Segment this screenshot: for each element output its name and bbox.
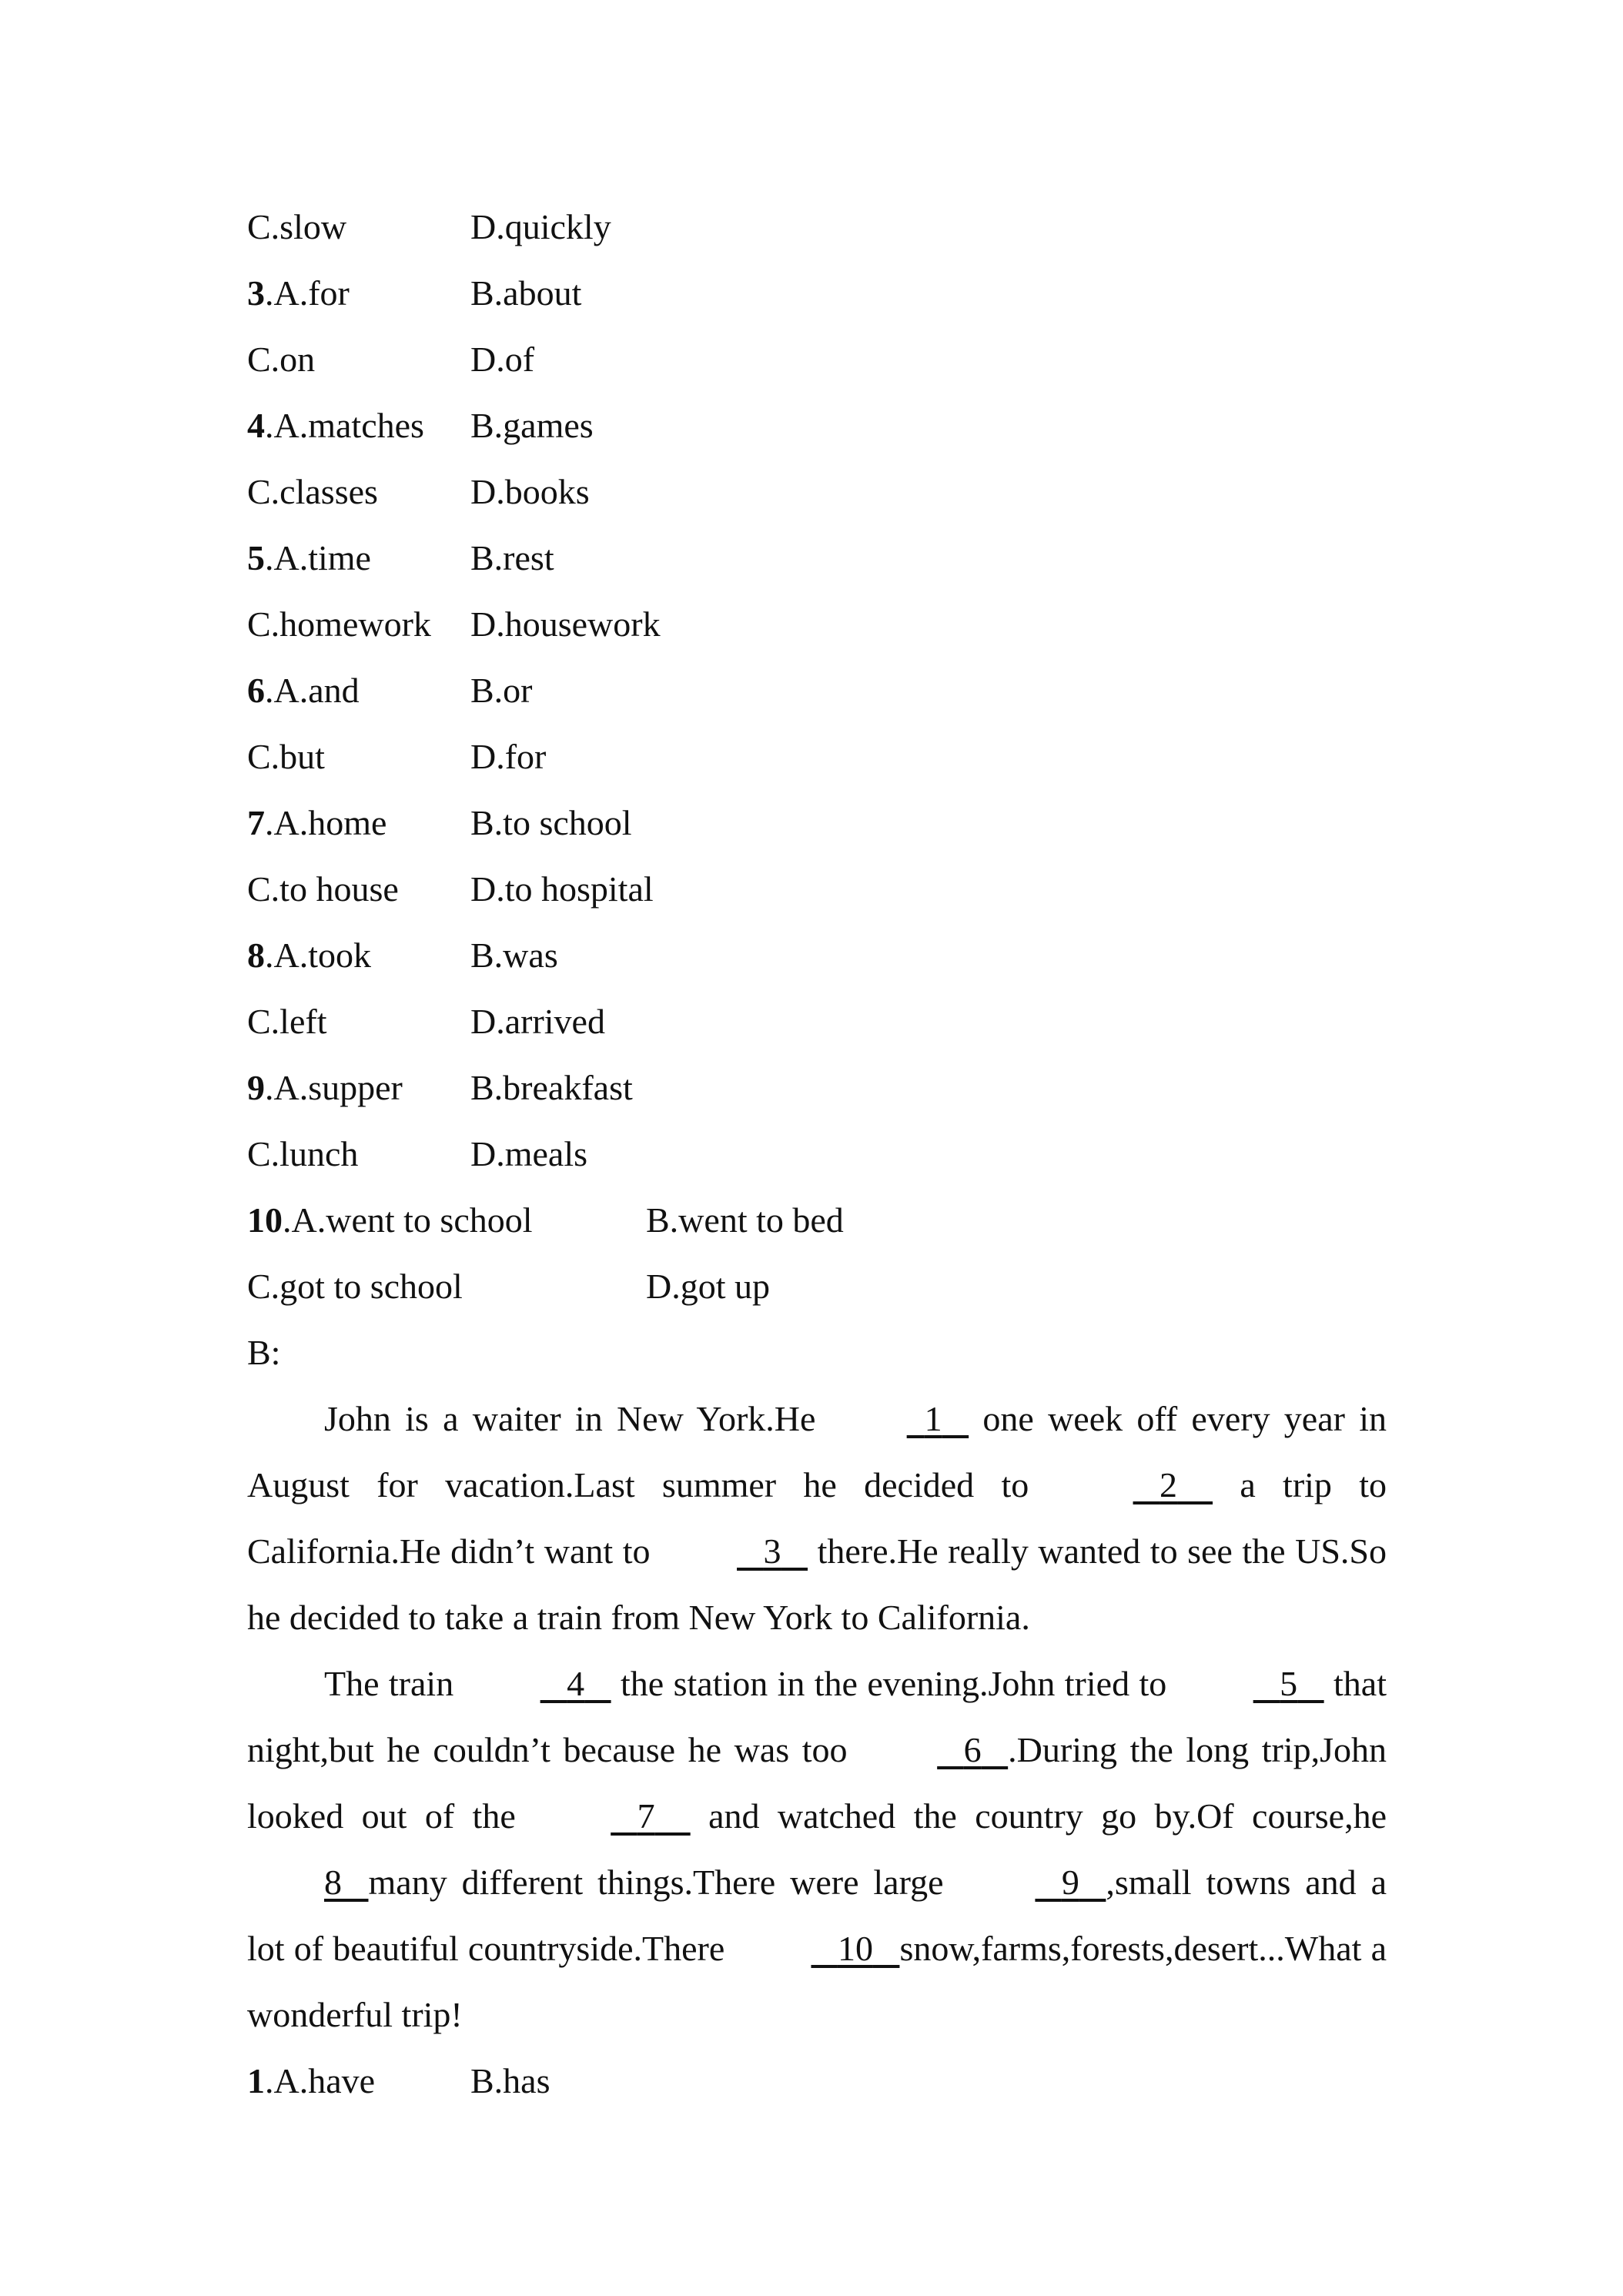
section-b-options	[247, 2048, 1387, 2114]
option-a: .A.and	[265, 671, 360, 710]
option-b: B.about	[470, 273, 582, 313]
question-number: 3	[247, 273, 265, 313]
option-d: D.of	[470, 340, 535, 379]
option-d: D.got up	[646, 1267, 770, 1306]
option-row	[247, 525, 1387, 591]
blank-4: 4	[567, 1664, 585, 1703]
option-a: .A.have	[265, 2061, 376, 2100]
option-row	[247, 326, 1387, 393]
option-a: .A.took	[265, 935, 371, 975]
option-d: D.arrived	[470, 1002, 605, 1041]
option-b: B.to school	[470, 803, 632, 842]
option-d: D.to hospital	[470, 869, 654, 909]
blank-1: 1	[924, 1399, 942, 1438]
option-d: D.quickly	[470, 207, 611, 246]
option-a: .A.home	[265, 803, 387, 842]
option-row	[247, 724, 1387, 790]
question-number: 1	[247, 2061, 265, 2100]
option-d: D.for	[470, 737, 547, 776]
option-row	[247, 1253, 1387, 1320]
blank-2: 2	[1160, 1465, 1178, 1504]
option-c: C.lunch	[247, 1134, 359, 1173]
option-c: C.to house	[247, 869, 399, 909]
option-row	[247, 1055, 1387, 1121]
option-b: B.went to bed	[646, 1200, 844, 1240]
option-c: C.left	[247, 1002, 327, 1041]
option-row	[247, 989, 1387, 1055]
question-number: 9	[247, 1068, 265, 1107]
option-c: C.slow	[247, 207, 347, 246]
passage-paragraph-1: John is a waiter in New York.He 1 one week off every year in August for vacation.Last summer he decided to 2 a trip to California.He didn’t want to 3 there.He really wanted to see the US.So he decided to take a train from New York to California.	[247, 1386, 1387, 1651]
option-b: B.rest	[470, 538, 554, 577]
blank-3: 3	[763, 1531, 781, 1571]
option-row	[247, 591, 1387, 658]
option-a: .A.supper	[265, 1068, 403, 1107]
worksheet-page	[247, 194, 1387, 2114]
option-d: D.housework	[470, 604, 661, 644]
option-row	[247, 260, 1387, 326]
question-number: 10	[247, 1200, 283, 1240]
section-b-label: B:	[247, 1333, 281, 1372]
option-c: C.on	[247, 340, 316, 379]
option-b: B.games	[470, 406, 594, 445]
option-b: B.breakfast	[470, 1068, 633, 1107]
passage-paragraph-2: The train 4 the station in the evening.John tried to 5 that night,but he couldn’t because he was too 6 .During the long trip,John looked out of the 7 and watched the country go by.Of course,he 8 many different things.There were large 9 ,small towns and a lot of beautiful countryside.There 10 snow,farms,forests,desert...What a wonderful trip!	[247, 1651, 1387, 2048]
option-d: D.meals	[470, 1134, 588, 1173]
blank-8: 8	[324, 1863, 342, 1902]
option-row	[247, 790, 1387, 856]
option-row	[247, 1187, 1387, 1253]
question-number: 5	[247, 538, 265, 577]
section-a-options	[247, 194, 1387, 1320]
blank-10: 10	[837, 1929, 873, 1968]
blank-7: 7	[637, 1796, 655, 1836]
question-number: 8	[247, 935, 265, 975]
option-c: C.got to school	[247, 1267, 463, 1306]
blank-5: 5	[1280, 1664, 1298, 1703]
option-row	[247, 922, 1387, 989]
option-c: C.homework	[247, 604, 431, 644]
question-number: 6	[247, 671, 265, 710]
question-number: 7	[247, 803, 265, 842]
option-b: B.has	[470, 2061, 550, 2100]
option-c: C.but	[247, 737, 325, 776]
option-b: B.was	[470, 935, 558, 975]
option-a: .A.for	[265, 273, 350, 313]
option-row	[247, 194, 1387, 260]
option-b: B.or	[470, 671, 533, 710]
option-c: C.classes	[247, 472, 378, 511]
option-a: .A.matches	[265, 406, 424, 445]
option-row	[247, 658, 1387, 724]
option-row	[247, 2048, 1387, 2114]
option-row	[247, 856, 1387, 922]
question-number: 4	[247, 406, 265, 445]
option-row	[247, 393, 1387, 459]
blank-9: 9	[1061, 1863, 1079, 1902]
option-row	[247, 459, 1387, 525]
option-a: .A.time	[265, 538, 371, 577]
option-row	[247, 1121, 1387, 1187]
option-d: D.books	[470, 472, 590, 511]
blank-6: 6	[963, 1730, 982, 1769]
option-a: .A.went to school	[283, 1200, 533, 1240]
